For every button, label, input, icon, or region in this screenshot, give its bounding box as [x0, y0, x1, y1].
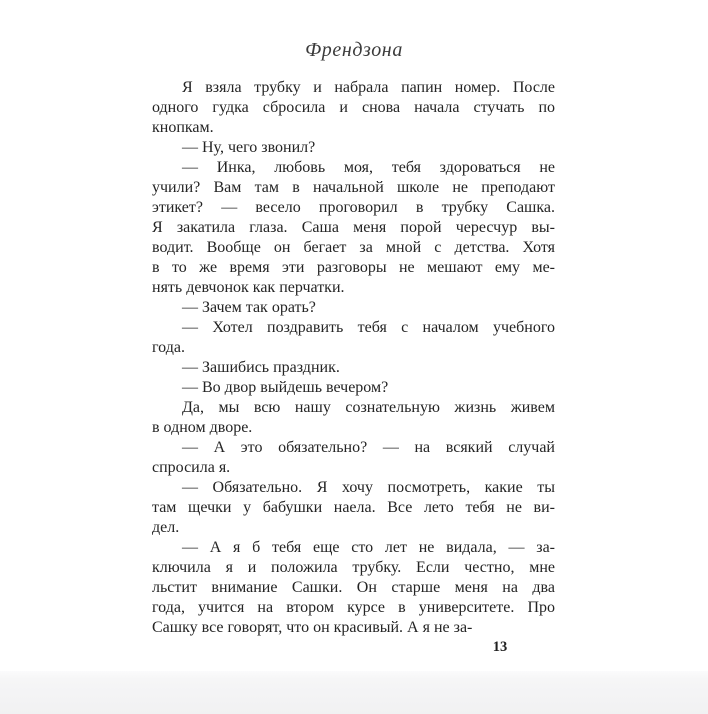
- text-line: в одном дворе.: [152, 419, 253, 436]
- paragraph: [152, 138, 555, 158]
- text-line: года, учится на втором курсе в университете. Про: [152, 599, 555, 616]
- text-line: — А это обязательно? — на всякий случай: [182, 439, 555, 456]
- text-line: — Зашибись праздник.: [182, 359, 340, 376]
- text-line: нять девчонок как перчатки.: [152, 279, 345, 296]
- text-line: в то же время эти разговоры не мешают ему ме-: [152, 259, 555, 276]
- text-line: Я закатила глаза. Саша меня порой чересчур вы-: [152, 219, 555, 236]
- text-line: одного гудка сбросила и снова начала стучать по: [152, 99, 555, 116]
- paragraph: [152, 158, 555, 298]
- text-line: Да, мы всю нашу сознательную жизнь живем: [182, 399, 555, 416]
- text-line: Я взяла трубку и набрала папин номер. После: [182, 79, 555, 96]
- paragraph: [152, 398, 555, 438]
- text-line: кнопкам.: [152, 119, 214, 136]
- text-line: водит. Вообще он бегает за мной с детства. Хотя: [152, 239, 555, 256]
- paragraph: [152, 78, 555, 138]
- text-line: — Обязательно. Я хочу посмотреть, какие ты: [182, 479, 555, 496]
- paragraph: [152, 538, 555, 638]
- text-line: льстит внимание Сашки. Он старше меня на два: [152, 579, 555, 596]
- running-title: Френдзона: [305, 39, 403, 61]
- text-line: — Хотел поздравить тебя с началом учебного: [182, 319, 555, 336]
- text-line: — Инка, любовь моя, тебя здороваться не: [182, 159, 555, 176]
- paragraph: [152, 298, 555, 318]
- text-line: — Ну, чего звонил?: [182, 139, 316, 156]
- text-line: — Во двор выйдешь вечером?: [182, 379, 389, 396]
- text-line: там щечки у бабушки наела. Все лето тебя не ви-: [152, 499, 555, 516]
- page-number: 13: [492, 639, 508, 655]
- paragraph: [152, 478, 555, 538]
- text-line: года.: [152, 339, 185, 356]
- paragraph: [152, 358, 555, 378]
- text-line: спросила я.: [152, 459, 231, 476]
- page-bottom-edge: [0, 671, 708, 714]
- text-line: Сашку все говорят, что он красивый. А я не за-: [152, 619, 473, 636]
- text-line: ключила я и положила трубку. Если честно, мне: [152, 559, 555, 576]
- text-line: дел.: [152, 519, 180, 536]
- text-line: — А я б тебя еще сто лет не видала, — за-: [182, 539, 555, 556]
- paragraph: [152, 378, 555, 398]
- text-line: учили? Вам там в начальной школе не преподают: [152, 179, 555, 196]
- page-text: [152, 78, 555, 638]
- paragraph: [152, 318, 555, 358]
- text-line: этикет? — весело проговорил в трубку Сашка.: [152, 199, 555, 216]
- paragraph: [152, 438, 555, 478]
- text-line: — Зачем так орать?: [182, 299, 316, 316]
